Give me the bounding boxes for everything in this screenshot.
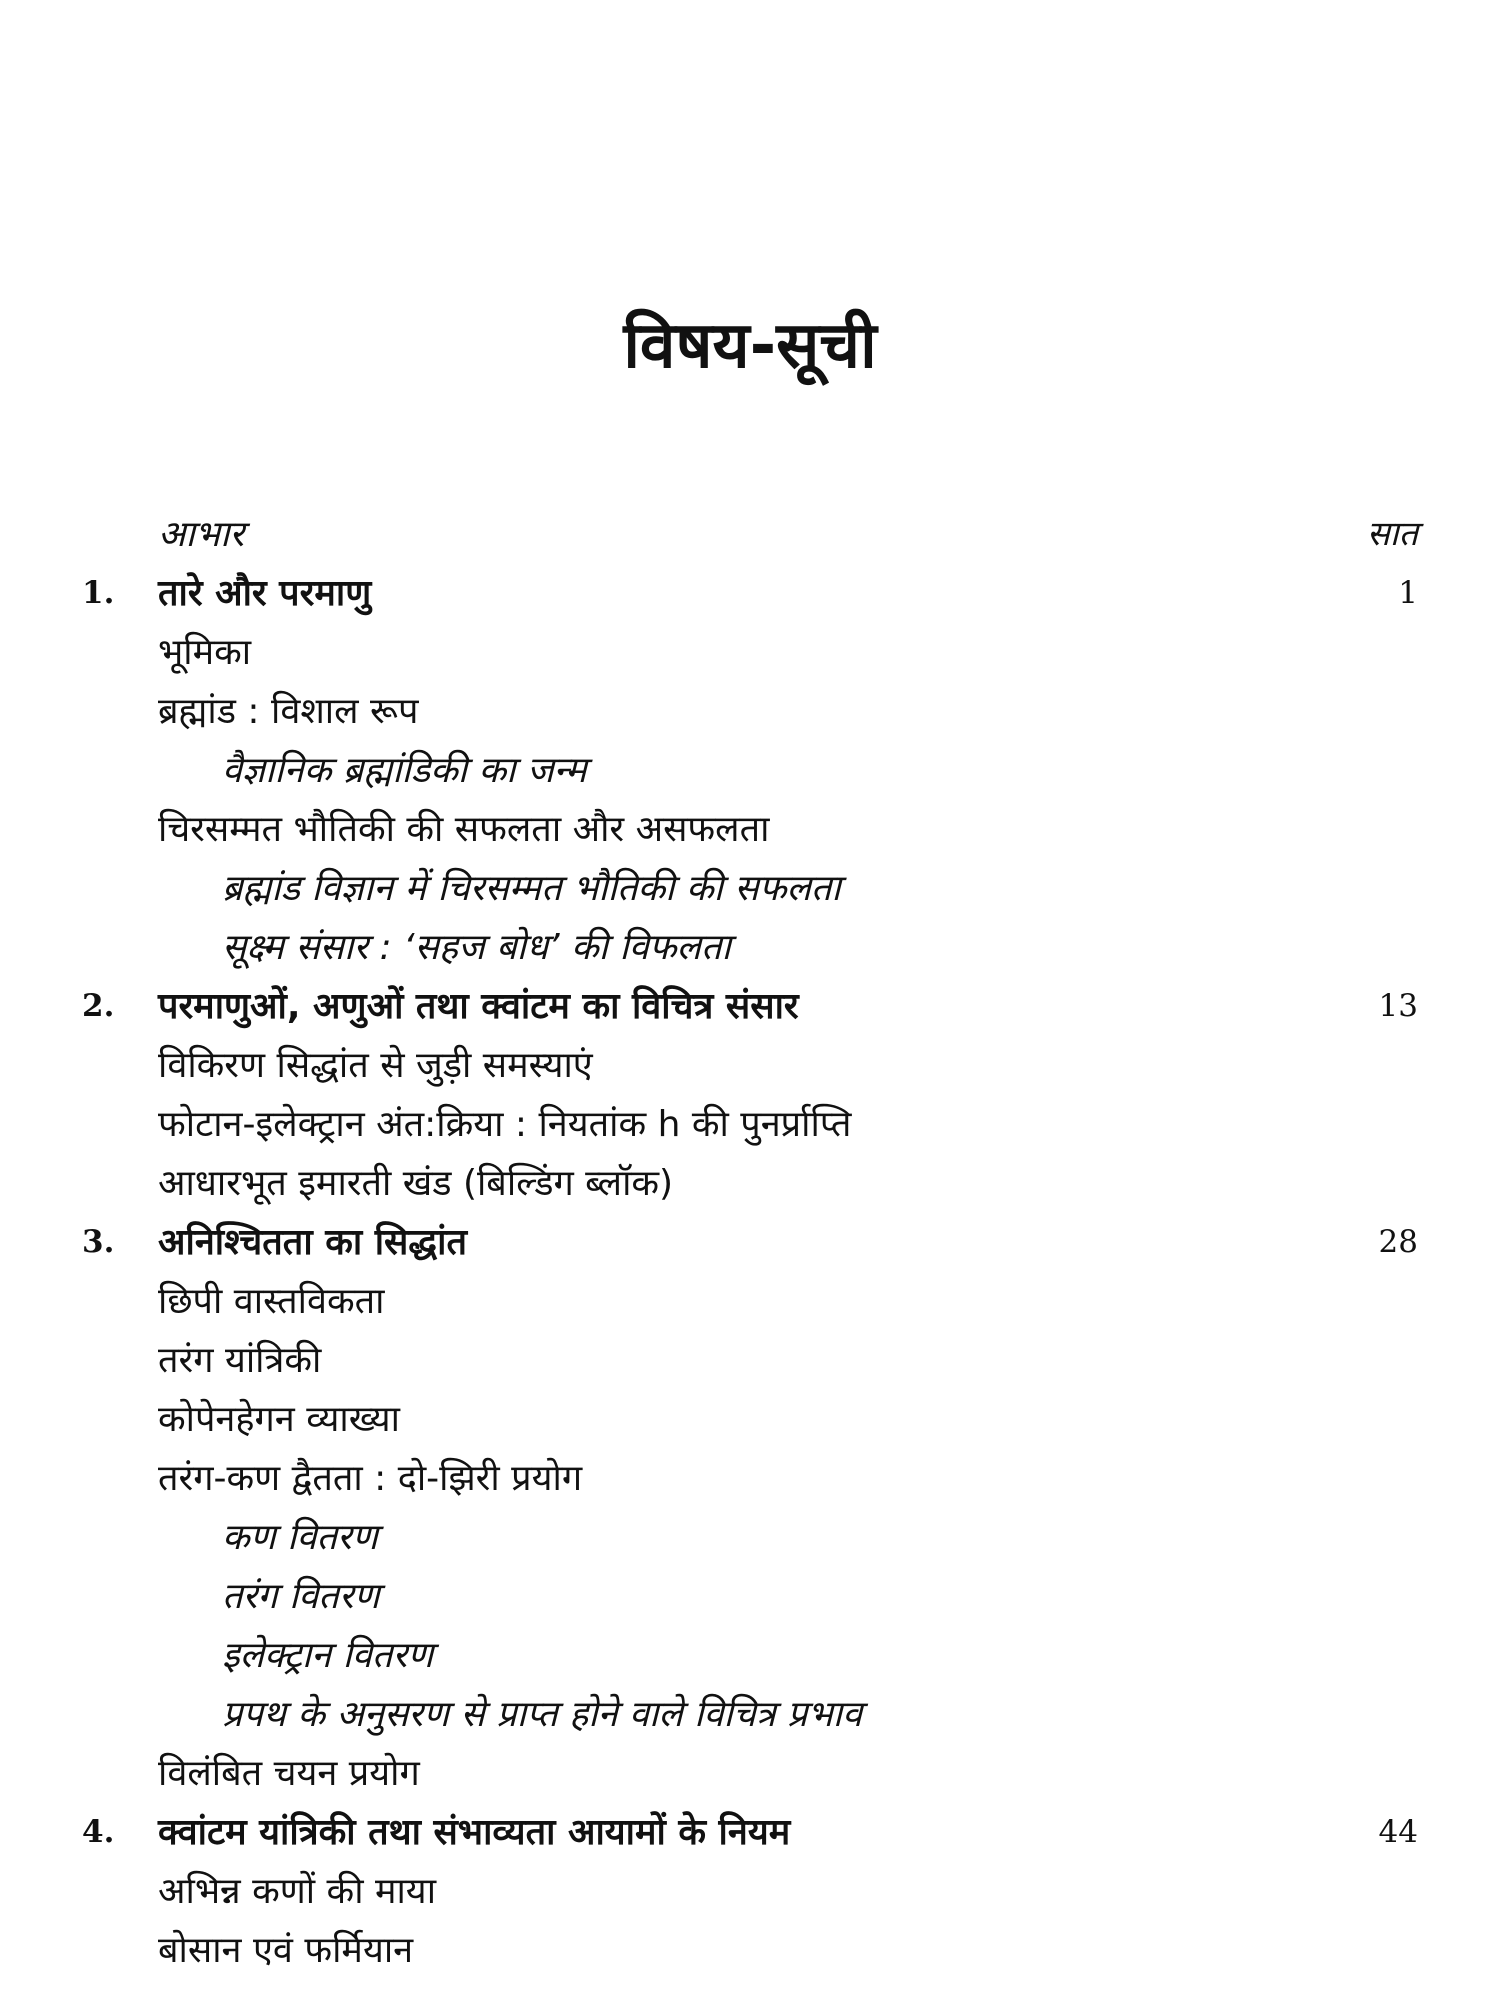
chapter-number: 3. <box>82 1224 115 1260</box>
section-title: विलंबित चयन प्रयोग <box>158 1753 420 1794</box>
toc-entry-row <box>0 623 1500 682</box>
section-title: फोटान-इलेक्ट्रान अंत:क्रिया : नियतांक h की पुनर्प्राप्ति <box>158 1104 852 1145</box>
chapter-title: अनिश्चितता का सिद्धांत <box>158 1222 467 1263</box>
toc-entry-row <box>0 1862 1500 1921</box>
toc-chapter-row <box>0 1803 1500 1862</box>
chapter-title: परमाणुओं, अणुओं तथा क्वांटम का विचित्र संसार <box>158 986 799 1027</box>
toc-entry-row <box>0 741 1500 800</box>
section-title: प्रपथ के अनुसरण से प्राप्त होने वाले विचित्र प्रभाव <box>222 1694 863 1735</box>
page-number: 44 <box>1378 1814 1418 1850</box>
chapter-title: तारे और परमाणु <box>158 573 372 614</box>
section-title: तरंग-कण द्वैतता : दो-झिरी प्रयोग <box>158 1458 583 1499</box>
page-number: 1 <box>1398 575 1418 611</box>
toc-entry-row <box>0 1921 1500 1980</box>
section-title: बोसान एवं फर्मियान <box>158 1930 414 1971</box>
toc-entry-row <box>0 800 1500 859</box>
chapter-title: क्वांटम यांत्रिकी तथा संभाव्यता आयामों के नियम <box>158 1812 791 1853</box>
toc-entry-row <box>0 1508 1500 1567</box>
section-title: ब्रह्मांड : विशाल रूप <box>158 691 419 732</box>
section-title: आभार <box>158 514 245 555</box>
section-title: वैज्ञानिक ब्रह्मांडिकी का जन्म <box>222 750 587 791</box>
toc-entry-row <box>0 1626 1500 1685</box>
section-title: आधारभूत इमारती खंड (बिल्डिंग ब्लॉक) <box>158 1163 674 1204</box>
page-number: सात <box>1366 514 1418 554</box>
toc-entry-row <box>0 1095 1500 1154</box>
section-title: अभिन्न कणों की माया <box>158 1871 437 1912</box>
section-title: छिपी वास्तविकता <box>158 1281 385 1322</box>
section-title: तरंग यांत्रिकी <box>158 1340 322 1381</box>
section-title: चिरसम्मत भौतिकी की सफलता और असफलता <box>158 809 770 850</box>
section-title: ब्रह्मांड विज्ञान में चिरसम्मत भौतिकी की सफलता <box>222 868 841 909</box>
toc-entry-row <box>0 1685 1500 1744</box>
section-title: भूमिका <box>158 632 252 673</box>
toc-chapter-row <box>0 1213 1500 1272</box>
chapter-number: 1. <box>82 575 115 611</box>
toc-entry-row <box>0 1567 1500 1626</box>
toc-entry-row <box>0 1154 1500 1213</box>
page-number: 13 <box>1378 988 1418 1024</box>
section-title: तरंग वितरण <box>222 1576 380 1617</box>
toc-entry-row <box>0 1036 1500 1095</box>
page-title: विषय-सूची <box>623 309 877 383</box>
table-of-contents <box>0 505 1500 1980</box>
toc-chapter-row <box>0 564 1500 623</box>
toc-entry-row <box>0 682 1500 741</box>
section-title: कण वितरण <box>222 1517 378 1558</box>
section-title: कोपेनहेगन व्याख्या <box>158 1399 400 1440</box>
section-title: सूक्ष्म संसार : ‘सहज बोध’ की विफलता <box>222 927 731 968</box>
chapter-number: 2. <box>82 988 115 1024</box>
toc-chapter-row <box>0 977 1500 1036</box>
toc-entry-row <box>0 1331 1500 1390</box>
toc-entry-row <box>0 505 1500 564</box>
toc-entry-row <box>0 1272 1500 1331</box>
toc-entry-row <box>0 1744 1500 1803</box>
toc-entry-row <box>0 918 1500 977</box>
chapter-number: 4. <box>82 1814 115 1850</box>
section-title: विकिरण सिद्धांत से जुड़ी समस्याएं <box>158 1045 593 1086</box>
page-number: 28 <box>1378 1224 1418 1260</box>
section-title: इलेक्ट्रान वितरण <box>222 1635 434 1676</box>
toc-entry-row <box>0 1449 1500 1508</box>
toc-entry-row <box>0 859 1500 918</box>
toc-entry-row <box>0 1390 1500 1449</box>
